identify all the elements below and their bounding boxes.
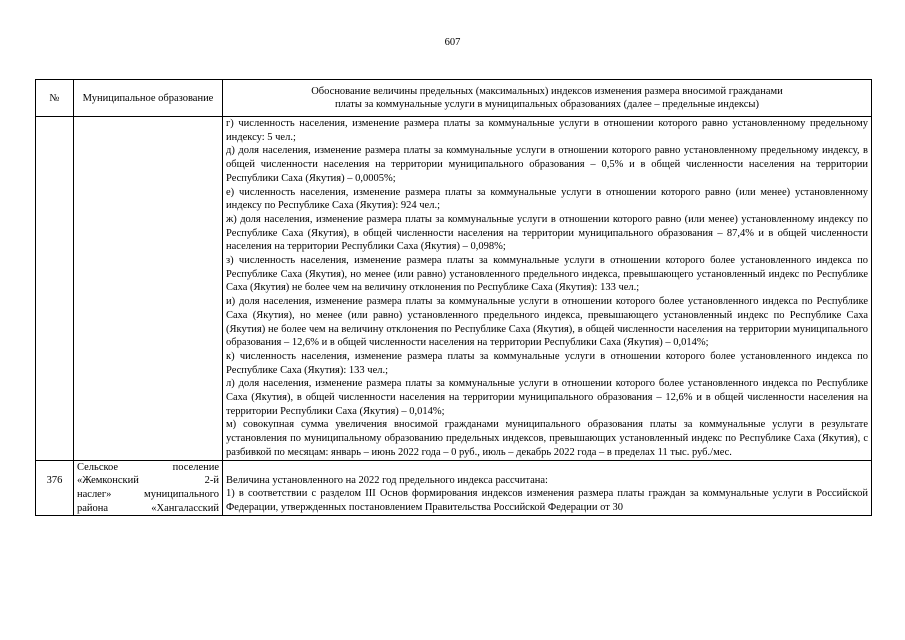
paragraph-e: е) численность населения, изменение размера платы за коммунальные услуги в отношении которого равно (или менее) установленному индексу по Республике Саха (Якутия): 924 чел.; — [226, 186, 868, 212]
table-row — [36, 117, 872, 461]
table-header-row — [36, 80, 872, 117]
row-municipality-cell — [74, 117, 223, 461]
municipality-line: района «Хангаласский — [77, 502, 219, 514]
paragraph-g: г) численность населения, изменение размера платы за коммунальные услуги в отношении которого равно установленному предельному индексу: 5 чел.; — [226, 118, 868, 143]
header-justification-line-1: Обоснование величины предельных (максимальных) индексов изменения размера вносимой гражданами — [311, 86, 783, 97]
municipality-line: Сельское поселение — [77, 461, 219, 473]
row-justification-cell — [223, 460, 872, 516]
paragraph-d: д) доля населения, изменение размера платы за коммунальные услуги в отношении которого равно установленному предельному индексу, в общей численности населения на территории муниципального образования – 0,5% и в общей численности населения на территории Республики Саха (Якутия) – 0,0005%; — [226, 145, 868, 184]
row-number-cell: 376 — [36, 460, 74, 516]
paragraph-intro: Величина установленного на 2022 год предельного индекса рассчитана: — [226, 474, 548, 486]
paragraph-i: и) доля населения, изменение размера платы за коммунальные услуги в отношении которого более установленного индекса по Республике Саха (Якутия), но менее (или равно) установленного предельного индекса, превышающего установленный индекс по Республике Саха (Якутия) не более чем на величину отклонения по Республике Саха (Якутия), в общей численности населения на территории муниципального образования – 12,6% и в общей численности населения на территории Республики Саха (Якутия) – 0,014%; — [226, 296, 868, 349]
municipality-line: наслег» муниципального — [77, 488, 219, 500]
header-justification — [223, 80, 872, 117]
header-justification-line-2: платы за коммунальные услуги в муниципальных образованиях (далее – предельные индексы) — [335, 99, 759, 110]
paragraph-1: 1) в соответствии с разделом III Основ формирования индексов изменения размера платы граждан за коммунальные услуги в Российской Федерации, утвержденных постановлением Правительства Российской Федерации от 30 — [226, 488, 868, 513]
header-number: № — [36, 80, 74, 117]
paragraph-k: к) численность населения, изменение размера платы за коммунальные услуги в отношении которого более установленного индекса по Республике Саха (Якутия): 133 чел.; — [226, 350, 868, 376]
paragraph-l: л) доля населения, изменение размера платы за коммунальные услуги в отношении которого более установленного индекса по Республике Саха (Якутия), в общей численности населения на территории муниципального образования – 12,6% и в общей численности населения на территории Республики Саха (Якутия) – 0,014%; — [226, 378, 868, 417]
row-municipality-cell — [74, 460, 223, 516]
page-number: 607 — [444, 37, 461, 48]
header-municipality: Муниципальное образование — [74, 80, 223, 117]
municipality-line: «Жемконский 2-й — [77, 475, 219, 487]
paragraph-m: м) совокупная сумма увеличения вносимой гражданами муниципального образования платы за коммунальные услуги в результате установления по муниципальному образованию предельных индексов, превышающих установленный индекс по Республике Саха (Якутия), с разбивкой по месяцам: январь – июнь 2022 года – 0 руб., июль – декабрь 2022 года – в пределах 11 тыс. руб./мес. — [226, 419, 868, 458]
table-row — [36, 460, 872, 516]
paragraph-z: з) численность населения, изменение размера платы за коммунальные услуги в отношении которого более установленного индекса по Республике Саха (Якутия), но менее (или равно) установленного предельного индекса, превышающего установленный индекс по Республике Саха (Якутия) не более чем на величину отклонения по Республике Саха (Якутия): 133 чел.; — [226, 255, 868, 294]
row-justification-cell — [223, 117, 872, 461]
row-number-cell — [36, 117, 74, 461]
tariff-justification-table — [35, 79, 872, 516]
paragraph-zh: ж) доля населения, изменение размера платы за коммунальные услуги в отношении которого равно (или менее) установленному индексу по Республике Саха (Якутия), в общей численности населения на территории муниципального образования – 87,4% и в общей численности населения на территории Республики Саха (Якутия) – 0,098%; — [226, 213, 868, 253]
